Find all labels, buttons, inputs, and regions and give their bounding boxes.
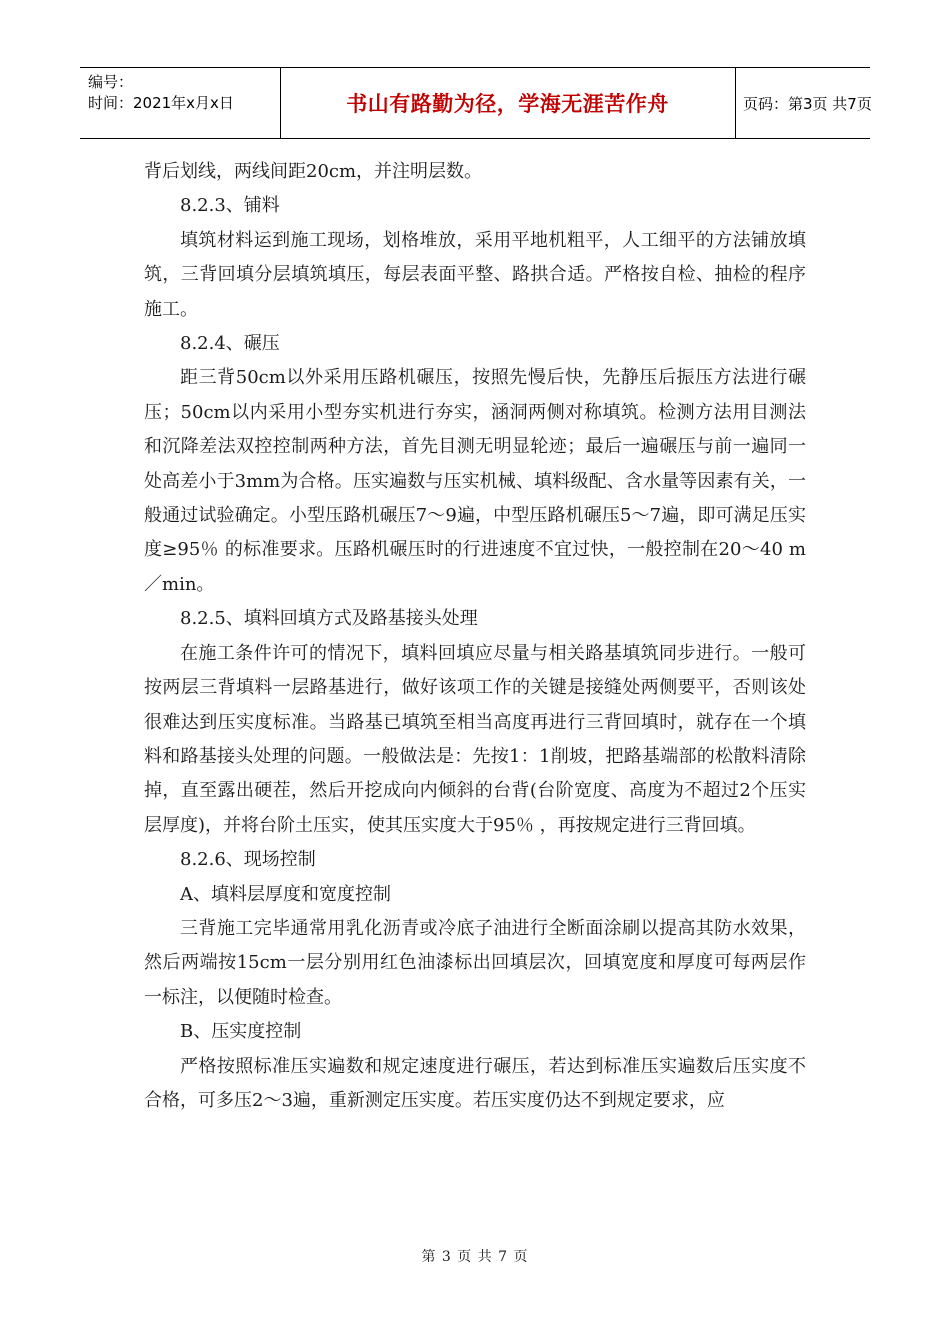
document-body — [144, 155, 806, 1118]
section-heading: 8.2.6、现场控制 — [180, 849, 316, 871]
header-page-cell — [735, 68, 870, 138]
paragraph: 填筑材料运到施工现场，划格堆放，采用平地机粗平，人工细平的方法铺放填筑，三背回填分层填筑填压，每层表面平整、路拱合适。严格按自检、抽检的程序施工。 — [144, 229, 806, 320]
header-page-code: 页码：第3页 共7页 — [743, 94, 872, 113]
section-heading: 8.2.4、碾压 — [180, 333, 280, 355]
header-motto-cell — [280, 68, 736, 138]
paragraph: 三背施工完毕通常用乳化沥青或冷底子油进行全断面涂刷以提高其防水效果，然后两端按15cm一层分别用红色油漆标出回填层次，回填宽度和厚度可每两层作一标注，以便随时检查。 — [144, 917, 806, 1008]
section-heading: 8.2.3、铺料 — [180, 195, 280, 217]
header-info-cell — [80, 68, 281, 138]
paragraph: 在施工条件许可的情况下，填料回填应尽量与相关路基填筑同步进行。一般可按两层三背填料一层路基进行，做好该项工作的关键是接缝处两侧要平，否则该处很难达到压实度标准。当路基已填筑至相当高度再进行三背回填时，就存在一个填料和路基接头处理的问题。一般做法是：先按1：1削坡，把路基端部的松散料清除掉，直至露出硬茬，然后开挖成向内倾斜的台背(台阶宽度、高度为不超过2个压实层厚度)，并将台阶土压实，使其压实度大于95％ ，再按规定进行三背回填。 — [144, 642, 806, 836]
page-footer: 第 3 页 共 7 页 — [421, 1249, 529, 1265]
document-date: 时间：2021年x月x日 — [88, 94, 234, 112]
paragraph: 背后划线，两线间距20cm，并注明层数。 — [144, 161, 483, 182]
page-header — [80, 67, 870, 139]
document-number-label: 编号： — [88, 73, 134, 91]
paragraph: 严格按照标准压实遍数和规定速度进行碾压，若达到标准压实遍数后压实度不合格，可多压2～3遍，重新测定压实度。若压实度仍达不到规定要求，应 — [144, 1055, 806, 1111]
subsection-heading: B、压实度控制 — [180, 1021, 302, 1043]
subsection-heading: A、填料层厚度和宽度控制 — [180, 883, 391, 905]
header-motto: 书山有路勤为径，学海无涯苦作舟 — [346, 92, 669, 116]
section-heading: 8.2.5、填料回填方式及路基接头处理 — [180, 608, 478, 630]
paragraph: 距三背50cm以外采用压路机碾压，按照先慢后快，先静压后振压方法进行碾压；50cm以内采用小型夯实机进行夯实，涵洞两侧对称填筑。检测方法用目测法和沉降差法双控控制两种方法，首先目测无明显轮迹；最后一遍碾压与前一遍同一处高差小于3mm为合格。压实遍数与压实机械、填料级配、含水量等因素有关，一般通过试验确定。小型压路机碾压7～9遍，中型压路机碾压5～7遍，即可满足压实度≥95％ 的标准要求。压路机碾压时的行进速度不宜过快，一般控制在20～40 m／min。 — [144, 367, 806, 595]
